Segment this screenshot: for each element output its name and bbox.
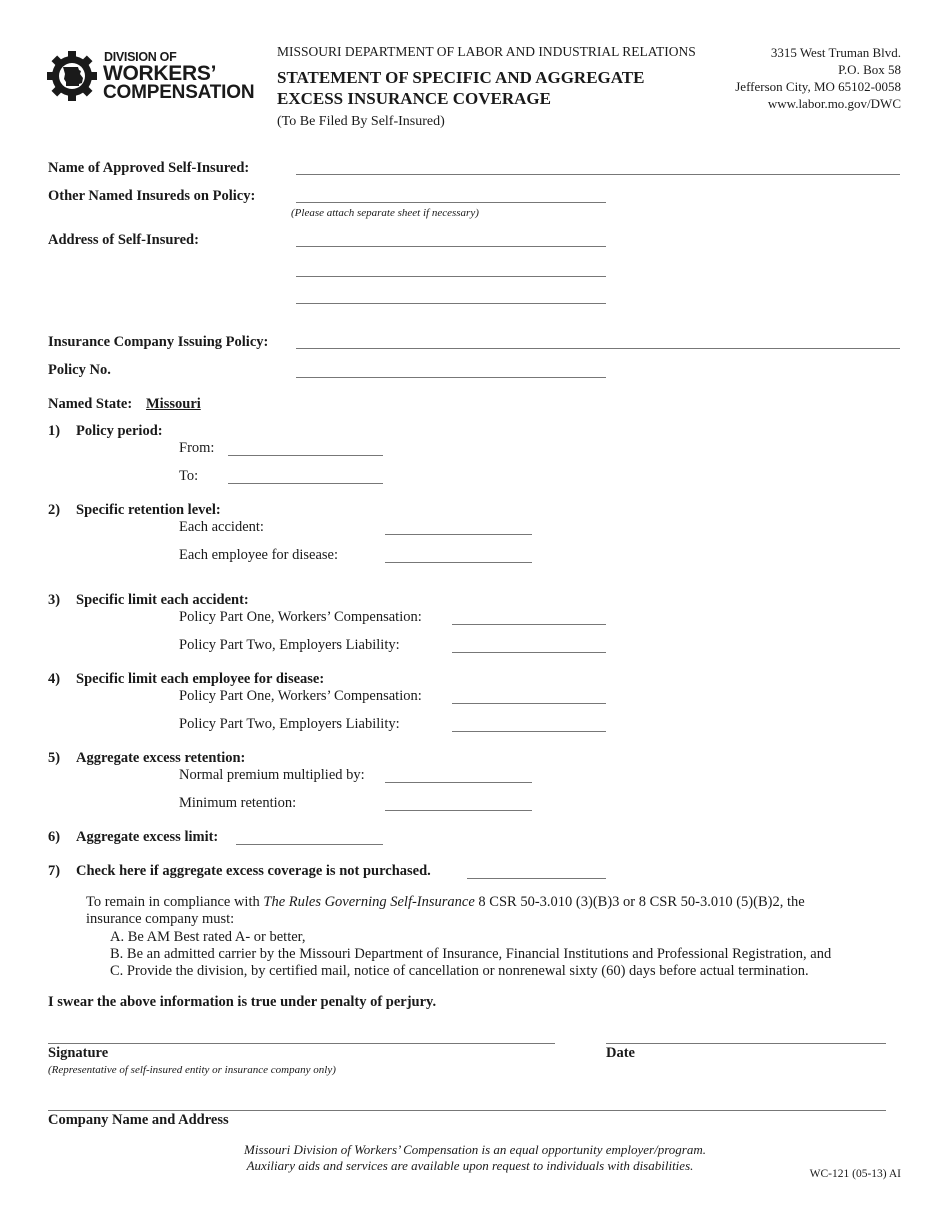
section-1-number: 1) [48,423,61,439]
address-line: 3315 West Truman Blvd. [770,45,901,60]
website: www.labor.mo.gov/DWC [767,96,901,111]
named-state-label: Named State: [48,396,133,412]
company-name-address-label: Company Name and Address [48,1112,229,1128]
not-purchased-check-field[interactable] [467,878,606,879]
s4-part-one-field[interactable] [452,703,606,704]
compliance-intro-line2: insurance company must: [86,911,235,927]
minimum-retention-field[interactable] [385,810,532,811]
s4-part-one-label: Policy Part One, Workers’ Compensation: [179,688,422,704]
section-7-number: 7) [48,863,61,879]
perjury-statement: I swear the above information is true under penalty of perjury. [48,994,437,1010]
signature-field[interactable] [48,1043,555,1044]
form-subtitle: (To Be Filed By Self-Insured) [277,114,445,129]
logo-line2: WORKERS’ [103,62,217,85]
other-named-insureds-label: Other Named Insureds on Policy: [48,188,256,204]
address-line: P.O. Box 58 [838,62,901,77]
each-accident-field[interactable] [385,534,532,535]
normal-premium-label: Normal premium multiplied by: [179,767,365,783]
form-id: WC-121 (05-13) AI [809,1168,901,1180]
section-6-number: 6) [48,829,61,845]
to-label: To: [179,468,199,484]
form-title-line2: EXCESS INSURANCE COVERAGE [277,89,551,108]
s3-part-one-field[interactable] [452,624,606,625]
each-employee-disease-field[interactable] [385,562,532,563]
attach-sheet-note: (Please attach separate sheet if necessary) [291,207,479,219]
form-title-line1: STATEMENT OF SPECIFIC AND AGGREGATE [277,68,645,87]
eoe-statement: Missouri Division of Workers’ Compensation is an equal opportunity employer/program. [244,1142,706,1157]
section-5-number: 5) [48,750,61,766]
logo-line1: DIVISION OF [104,50,177,64]
each-employee-disease-label: Each employee for disease: [179,547,339,563]
agency-address [735,44,901,112]
approved-self-insured-label: Name of Approved Self-Insured: [48,160,250,176]
s3-part-one-label: Policy Part One, Workers’ Compensation: [179,609,422,625]
policy-from-field[interactable] [228,455,383,456]
normal-premium-field[interactable] [385,782,532,783]
aggregate-excess-limit-field[interactable] [236,844,383,845]
auxiliary-aids-statement: Auxiliary aids and services are available upon request to individuals with disabilities. [246,1158,694,1173]
s4-part-two-label: Policy Part Two, Employers Liability: [179,716,400,732]
address-line: Jefferson City, MO 65102-0058 [735,79,901,94]
named-state-value: Missouri [146,396,201,412]
address-field-2[interactable] [296,276,606,277]
section-6-title: Aggregate excess limit: [76,829,219,845]
policy-no-label: Policy No. [48,362,111,378]
address-field-1[interactable] [296,246,606,247]
address-label: Address of Self-Insured: [48,232,199,248]
s3-part-two-field[interactable] [452,652,606,653]
section-5-title: Aggregate excess retention: [76,750,246,766]
compliance-item-c: C. Provide the division, by certified mail, notice of cancellation or nonrenewal sixty (60) days before actual termination. [110,963,809,979]
department-name: MISSOURI DEPARTMENT OF LABOR AND INDUSTRIAL RELATIONS [277,44,696,59]
logo-line3: COMPENSATION [103,82,255,103]
policy-no-field[interactable] [296,377,606,378]
section-2-title: Specific retention level: [76,502,221,518]
approved-self-insured-field[interactable] [296,174,900,175]
gear-missouri-icon [46,50,98,102]
section-4-number: 4) [48,671,61,687]
other-named-insureds-field[interactable] [296,202,606,203]
company-name-address-field[interactable] [48,1110,886,1111]
compliance-item-b: B. Be an admitted carrier by the Missouri Department of Insurance, Financial Institutions and Professional Registration, and [110,946,832,962]
compliance-intro: To remain in compliance with The Rules Governing Self-Insurance 8 CSR 50-3.010 (3)(B)3 or 8 CSR 50-3.010 (5)(B)2, the [86,894,805,910]
compliance-item-a: A. Be AM Best rated A- or better, [110,929,306,945]
insurance-company-field[interactable] [296,348,900,349]
s3-part-two-label: Policy Part Two, Employers Liability: [179,637,400,653]
minimum-retention-label: Minimum retention: [179,795,297,811]
address-field-3[interactable] [296,303,606,304]
section-3-number: 3) [48,592,61,608]
section-7-title: Check here if aggregate excess coverage is not purchased. [76,863,431,879]
section-1-title: Policy period: [76,423,163,439]
signature-label: Signature [48,1045,109,1061]
date-label: Date [606,1045,635,1061]
section-2-number: 2) [48,502,61,518]
section-4-title: Specific limit each employee for disease: [76,671,325,687]
signature-note: (Representative of self-insured entity or insurance company only) [48,1064,336,1076]
policy-to-field[interactable] [228,483,383,484]
s4-part-two-field[interactable] [452,731,606,732]
from-label: From: [179,440,215,456]
insurance-company-label: Insurance Company Issuing Policy: [48,334,269,350]
section-3-title: Specific limit each accident: [76,592,249,608]
each-accident-label: Each accident: [179,519,264,535]
date-field[interactable] [606,1043,886,1044]
